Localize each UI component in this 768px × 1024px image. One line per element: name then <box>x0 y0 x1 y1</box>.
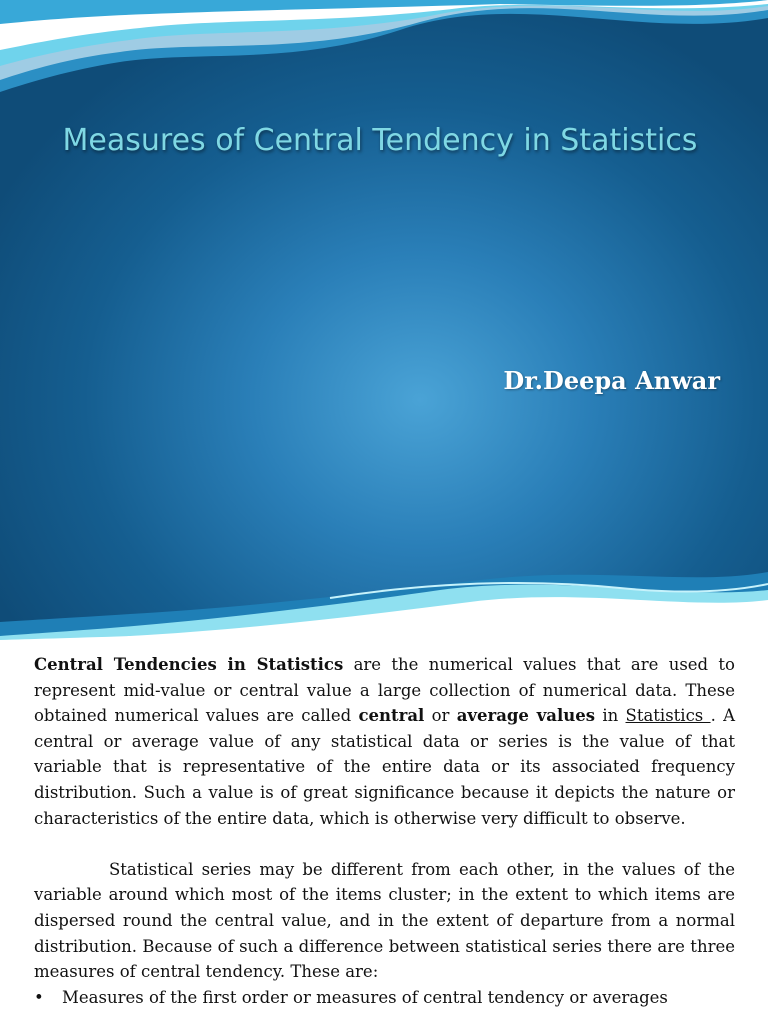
term-bold: Central Tendencies in Statistics <box>34 655 344 674</box>
paragraph-intro <box>34 652 735 831</box>
body-text <box>34 652 735 1010</box>
bullet-text: Measures of the first order or measures of central tendency or averages <box>62 987 668 1007</box>
slide-title: Measures of Central Tendency in Statistics <box>62 123 698 158</box>
content-slide <box>0 652 768 1024</box>
bullet-marker: • <box>34 987 44 1007</box>
paragraph-text-rest: . A central or average value of any statistical data or series is the value of that variable that is representative of the entire data or its associated frequency distribution. Such a value is of great significance because it depicts the nature or characteristics of the entire data, which is otherwise very difficult to observe. <box>34 706 736 828</box>
statistics-link[interactable]: Statistics <box>625 706 711 726</box>
in-text: in <box>595 706 626 726</box>
author-name: Dr.Deepa Anwar <box>503 366 720 395</box>
average-values-bold: average values <box>456 706 596 726</box>
list-item <box>34 985 735 1011</box>
paragraph-series: Statistical series may be different from each other, in the values of the variable around which most of the items cluster; in the extent to which items are dispersed round the central value, and in the extent of departure from a normal distribution. Because of such a difference between statistical series there are three measures of central tendency. These are: <box>34 859 735 982</box>
or-text: or <box>424 706 457 726</box>
central-bold: central <box>358 706 425 726</box>
paragraph-text: are the numerical values that are used to represent mid-value or central value a large collection of numerical data. These obtained numerical values are called <box>34 655 735 726</box>
